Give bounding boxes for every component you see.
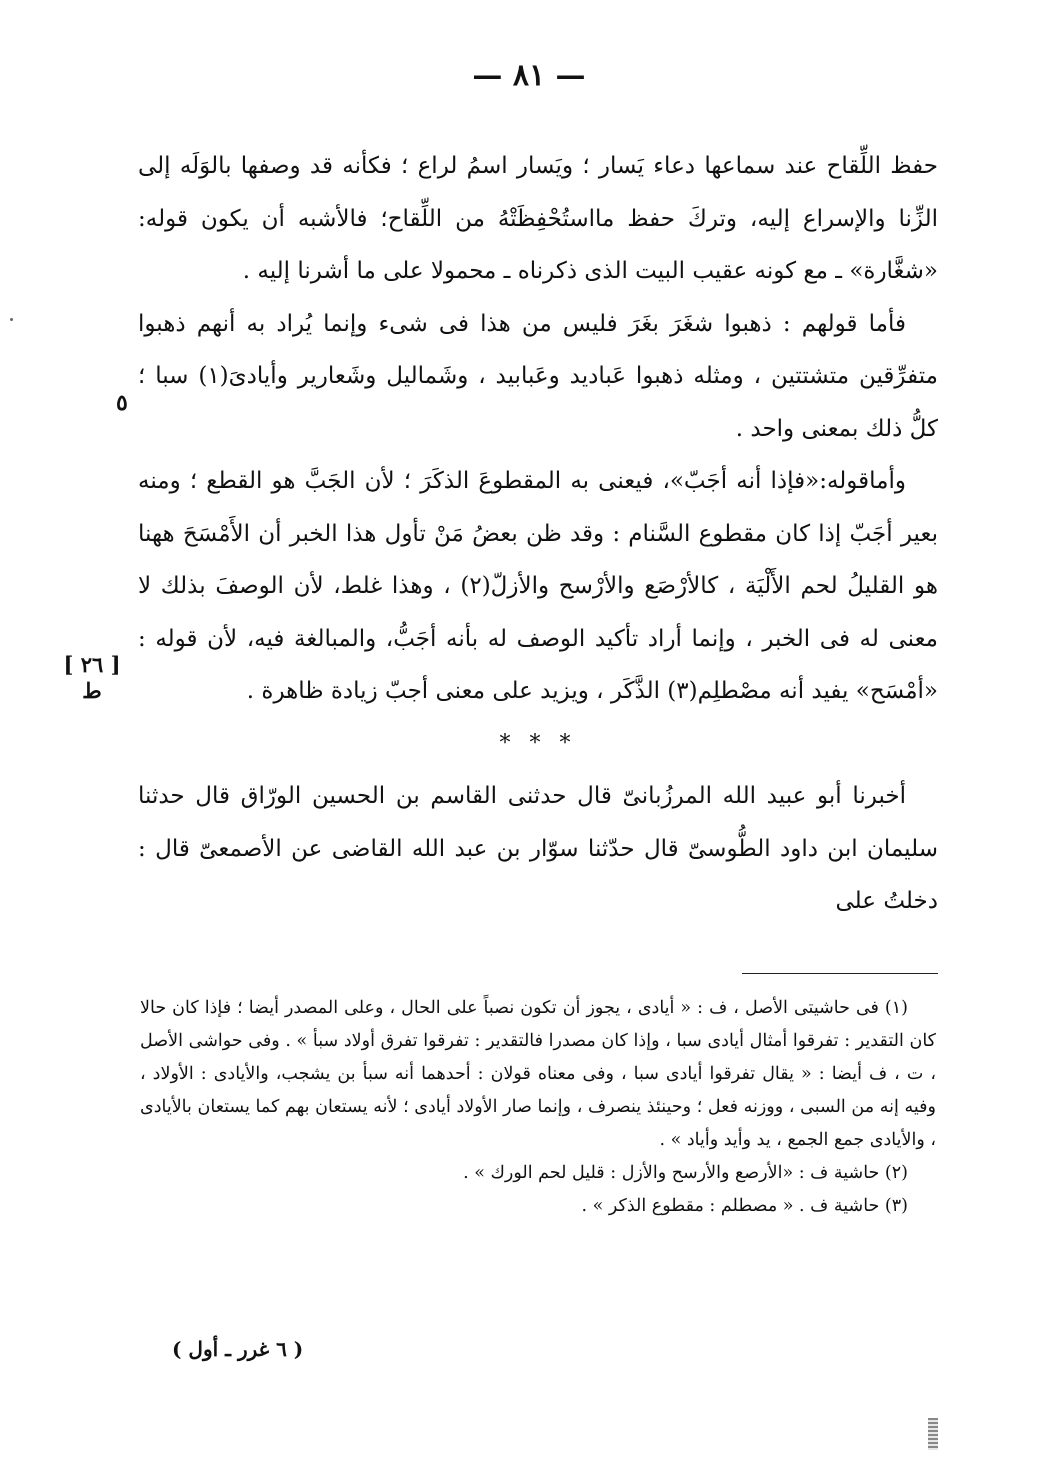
main-text — [138, 140, 938, 928]
footnote-divider — [742, 973, 938, 974]
footnote-2: (٢) حاشية ف : «الأرصع والأرسح والأزل : قليل لحم الورك » . — [463, 1163, 908, 1183]
margin-reference — [62, 652, 122, 704]
margin-reference-letter: ط — [82, 678, 102, 703]
printer-signature: ( ٦ غرر ـ أول ) — [172, 1337, 304, 1361]
footnote-3: (٣) حاشية ف . « مصطلم : مقطوع الذكر » . — [581, 1196, 908, 1216]
scan-artifact — [928, 1418, 938, 1450]
scan-dot — [10, 318, 13, 321]
section-separator: * * * — [499, 730, 577, 756]
page-number: — ٨١ — — [472, 58, 586, 93]
footnote-1: (١) فى حاشيتى الأصل ، ف : « أيادى ، يجوز أن تكون نصباً على الحال ، وعلى المصدر أيضا ؛ فإذا كان حالا كان التقدير : تفرقوا أمثال أيادى سبا ، وإذا كان مصدرا فالتقدير : تفرقوا تفرق أولاد سبأ » . وفى حواشى الأصل ، ت ، ف أيضا : « يقال تفرقوا أيادى سبا ، وفى معناه قولان : أحدهما أنه سبأ بن يشجب، والأيادى : الأولاد ، وفيه إنه من السبى ، ووزنه فعل ؛ وحينئذ ينصرف ، وإنما صار الأولاد أيادى ؛ لأنه يستعان بهم كما يستعان بالأيادى ، والأيادى جمع الجمع ، يد وأيد وأياد » . — [140, 998, 936, 1150]
margin-reference-page: [ ٢٦ ] — [63, 652, 121, 677]
paragraph-2: فأما قولهم : ذهبوا شغَرَ بغَرَ فليس من هذا فى شىء وإنما يُراد به أنهم ذهبوا متفرِّقين متشتتين ، ومثله ذهبوا عَباديد وعَبابيد ، وشَماليل وشَعارير وأيادىَ(١) سبا ؛ كلُّ ذلك بمعنى واحد . — [138, 310, 938, 442]
line-number-marker: ٥ — [116, 390, 128, 416]
paragraph-1: حفظ اللِّقاح عند سماعها دعاء يَسار ؛ ويَسار اسمُ لراع ؛ فكأنه قد وصفها بالوَلَه إلى الزِّنا والإسراع إليه، وتركَ حفظ مااستُحْفِظَتْهُ من اللِّقاح؛ فالأشبه أن يكون قوله: «شغَّارة» ـ مع كونه عقيب البيت الذى ذكرناه ـ محمولا على ما أشرنا إليه . — [138, 153, 938, 284]
paragraph-4: أخبرنا أبو عبيد الله المرزُبانىّ قال حدثنى القاسم بن الحسين الورّاق قال حدثنا سليمان ابن داود الطُّوسىّ قال حدّثنا سوّار بن عبد الله القاضى عن الأصمعىّ قال : دخلتُ على — [138, 783, 938, 914]
footnotes — [140, 992, 936, 1223]
paragraph-3: وأماقوله:«فإذا أنه أجَبّ»، فيعنى به المقطوعَ الذكَرَ ؛ لأن الجَبَّ هو القطع ؛ ومنه بعير أجَبّ إذا كان مقطوع السَّنام : وقد ظن بعضُ مَنْ تأول هذا الخبر أن الأَمْسَحَ ههنا هو القليلُ لحم الأَلْيَة ، كالأرْصَع والأرْسح والأزلّ(٢) ، وهذا غلط، لأن الوصفَ بذلك لا معنى له فى الخبر ، وإنما أراد تأكيد الوصف له بأنه أجَبُّ، والمبالغة فيه، لأن قوله : «أمْسَح» يفيد أنه مصْطلِم(٣) الذَّكَر ، ويزيد على معنى أجبّ زيادة ظاهرة . — [138, 468, 938, 704]
